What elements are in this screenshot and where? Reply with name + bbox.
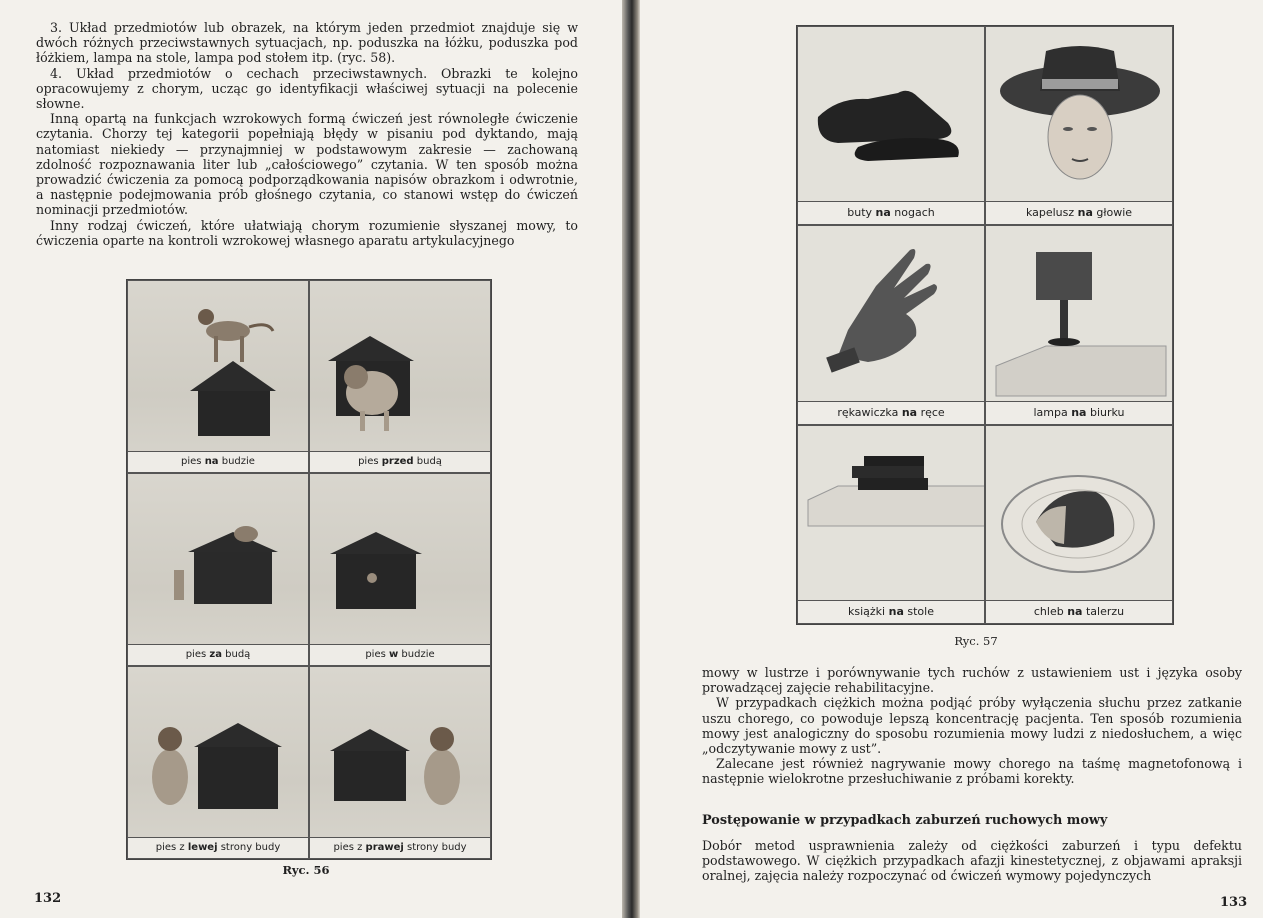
paragraph: W przypadkach ciężkich można podjąć próby wyłączenia słuchu przez zatkanie uszu chorego, co powoduje lepszą koncentrację pacjenta. Ten sposób rozumienia mowy jest analogiczny do sposobu rozumienia mowy ludzi z niedosłuchem, a więc „odczytywanie mowy z ust”. [702,695,1242,757]
figure-57 [796,25,1174,625]
cell-label: pies na budzie [128,451,308,472]
figure-cell [127,666,309,859]
dog-on-kennel-illustration [128,281,309,457]
cell-label: książki na stole [798,600,984,623]
right-text [702,665,1242,787]
cell-label: pies przed budą [310,451,490,472]
left-page [0,0,622,918]
bread-on-plate-illustration [986,426,1173,602]
figure-cell [309,666,491,859]
dog-left-of-kennel-illustration [128,667,309,843]
glove-on-hand-illustration [798,226,985,402]
cell-label: pies z prawej strony budy [310,837,490,858]
dog-right-of-kennel-illustration [310,667,491,843]
cell-label: pies w budzie [310,644,490,665]
figure-cell [985,225,1173,424]
figure-cell [797,225,985,424]
lamp-on-desk-illustration [986,226,1173,402]
figure-cell [127,280,309,473]
paragraph: Inną opartą na funkcjach wzrokowych formą ćwiczeń jest równoległe ćwiczenie czytania. Chorzy tej kategorii popełniają błędy w pisaniu pod dyktando, mają natomiast niekiedy — przynajmniej w podstawowym zakresie — zachowaną zdolność rozpoznawania liter lub „całościowego” czytania. W ten sposób można prowadzić ćwiczenia za pomocą podporządkowania napisów obrazkom i odwrotnie, a następnie podejmowania prób głośnego czytania, co stanowi wstęp do ćwiczeń nominacji przedmiotów. [36,111,578,218]
books-on-table-illustration [798,426,985,602]
book-gutter [622,0,640,918]
cell-label: rękawiczka na ręce [798,401,984,424]
figure-caption: Ryc. 57 [954,634,998,648]
paragraph: Inny rodzaj ćwiczeń, które ułatwiają chorym rozumienie słyszanej mowy, to ćwiczenia oparte na kontroli wzrokowej własnego aparatu artykulacyjnego [36,217,578,248]
cell-label: lampa na biurku [986,401,1172,424]
dog-behind-kennel-illustration [128,474,309,650]
paragraph: 3. Układ przedmiotów lub obrazek, na którym jeden przedmiot znajduje się w dwóch różnych przeciwstawnych sytuacjach, np. poduszka na łóżku, poduszka pod łóżkiem, lampa na stole, lampa pod stołem itp. (ryc. 58). [36,20,578,66]
figure-cell [127,473,309,666]
figure-cell [797,425,985,624]
paragraph: Dobór metod usprawnienia zależy od ciężkości zaburzeń i typu defektu podstawowego. W ciężkich przypadkach afazji kinestetycznej, z objawami apraksji oralnej, zajęcia należy rozpoczynać od ćwiczeń wymowy pojedynczych [702,838,1242,884]
section-heading: Postępowanie w przypadkach zaburzeń ruchowych mowy [702,813,1108,828]
right-page [640,0,1263,918]
figure-cell [309,280,491,473]
page-number: 133 [1220,895,1248,910]
cell-label: pies za budą [128,644,308,665]
cell-label: kapelusz na głowie [986,201,1172,224]
shoes-illustration [798,27,985,203]
cell-label: buty na nogach [798,201,984,224]
figure-cell [309,473,491,666]
dog-in-kennel-illustration [310,474,491,650]
hat-on-head-illustration [986,27,1173,203]
page-number: 132 [34,891,62,906]
paragraph: Zalecane jest również nagrywanie mowy chorego na taśmę magnetofonową i następnie wielokrotne przesłuchiwanie z próbami korekty. [702,756,1242,787]
figure-caption: Ryc. 56 [282,863,330,877]
figure-56 [126,279,492,860]
cell-label: pies z lewej strony budy [128,837,308,858]
left-text [36,20,578,248]
dog-in-front-of-kennel-illustration [310,281,491,457]
right-text-bottom [702,838,1242,884]
figure-cell [985,26,1173,225]
paragraph: 4. Układ przedmiotów o cechach przeciwstawnych. Obrazki te kolejno opracowujemy z chorym, ucząc go identyfikacji właściwej sytuacji na polecenie słowne. [36,65,578,112]
cell-label: chleb na talerzu [986,600,1172,623]
figure-cell [797,26,985,225]
paragraph: mowy w lustrze i porównywanie tych ruchów z ustawieniem ust i języka osoby prowadzącej zajęcie rehabilitacyjne. [702,665,1242,696]
figure-cell [985,425,1173,624]
